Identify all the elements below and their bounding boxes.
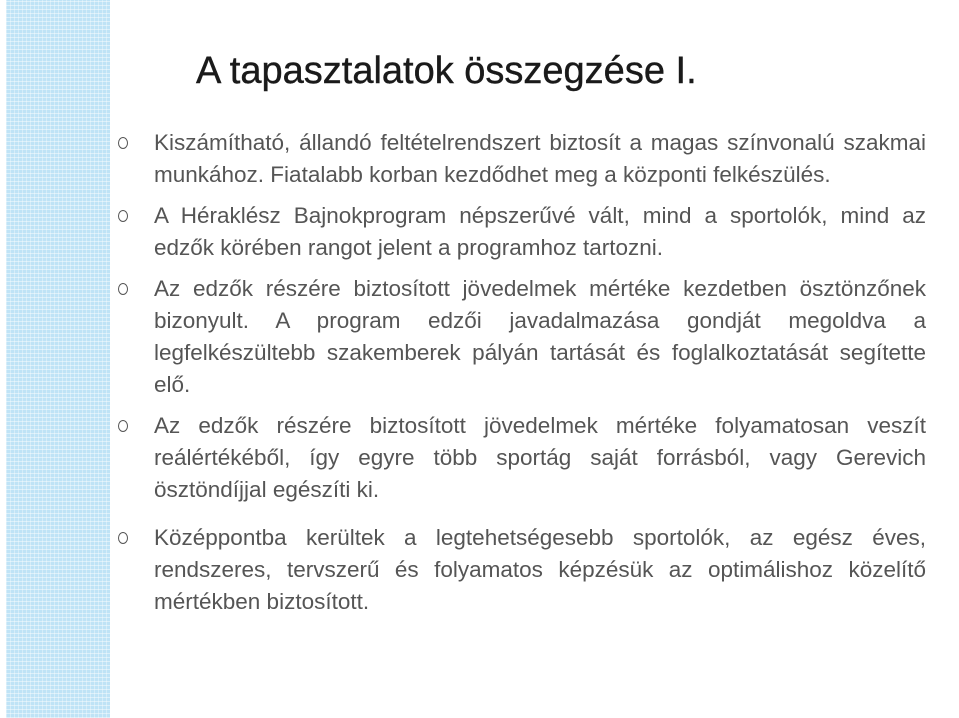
bullet-text: Középpontba kerültek a legtehetségesebb sportolók, az egész éves, rendszeres, tervszerű és folyamatos képzésük az optimálishoz közelítő mértékben biztosított.: [154, 525, 926, 614]
bullet-circle-icon: [118, 137, 128, 149]
bullet-text: Az edzők részére biztosított jövedelmek mértéke folyamatosan veszít reálértékéből, így egyre több sportág saját forrásból, vagy Gerevich ösztöndíjjal egészíti ki.: [154, 413, 926, 502]
bullet-circle-icon: [118, 532, 128, 544]
bullet-item: [118, 200, 926, 264]
bullet-circle-icon: [118, 283, 128, 295]
bullet-text: Az edzők részére biztosított jövedelmek mértéke kezdetben ösztönzőnek bizonyult. A program edzői javadalmazása gondját megoldva a legfelkészültebb szakemberek pályán tartását és foglalkoztatását segítette elő.: [154, 276, 926, 397]
bullet-item: [118, 522, 926, 618]
slide-title: A tapasztalatok összegzése I.: [196, 50, 697, 92]
bullet-list: [118, 127, 926, 618]
bullet-circle-icon: [118, 420, 128, 432]
bullet-text: Kiszámítható, állandó feltételrendszert biztosít a magas színvonalú szakmai munkához. Fiatalabb korban kezdődhet meg a központi felkészülés.: [154, 130, 926, 187]
bullet-text: A Héraklész Bajnokprogram népszerűvé vált, mind a sportolók, mind az edzők körében rangot jelent a programhoz tartozni.: [154, 203, 926, 260]
bullet-item: [118, 410, 926, 506]
bullet-item: [118, 127, 926, 191]
bullet-circle-icon: [118, 210, 128, 222]
bullet-item: [118, 273, 926, 401]
decorative-side-stripe: [6, 0, 110, 718]
